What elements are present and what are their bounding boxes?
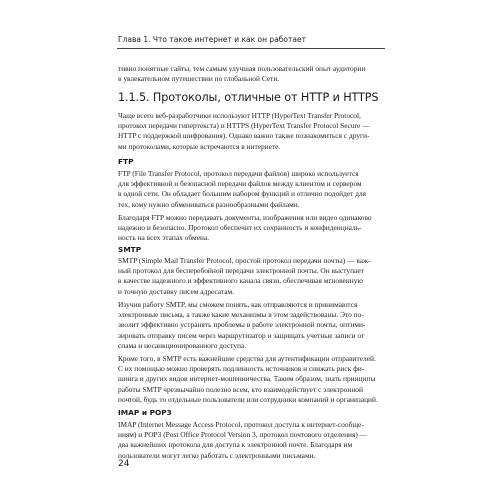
ftp-paragraph-2 (118, 213, 386, 244)
section-intro-paragraph (118, 111, 386, 152)
text-line: работы SMTP чрезвычайно полезно всем, кто взаимодействует с электронной (118, 384, 363, 394)
running-head: Глава 1. Что такое интернет и как он работает (118, 35, 306, 44)
text-line: С их помощью можно проверять подлинность источников и снижать риск фи- (118, 364, 365, 374)
intro-paragraph (118, 64, 386, 84)
text-line: IMAP (Internet Message Access Protocol, протокол доступа к интернет-сообще- (118, 420, 364, 429)
section-heading: 1.1.5. Протоколы, отличные от HTTP и HTTPS (118, 91, 379, 104)
text-line: почтой, будь то отдельные пользователи или сотрудники компаний и организаций. (118, 394, 378, 404)
text-line: тех, кому нужно обмениваться разнообразными файлами. (118, 199, 300, 209)
text-line: Кроме того, в SMTP есть важнейшие средства для аутентификации отправителей. (118, 354, 376, 363)
page-number: 24 (118, 459, 130, 469)
text-line: Изучив работу SMTP, мы сможем понять, как отправляются и принимаются (118, 300, 358, 309)
text-line: ниям) и POP3 (Post Office Protocol Version 3, протокол почтового отделения) — (118, 430, 368, 440)
text-line: спама и несанкционированного доступа. (118, 340, 247, 350)
text-line: электронные письма, а также какие механизмы в этом задействованы. Это по- (118, 310, 364, 320)
imap-pop3-heading: IMAP и POP3 (118, 408, 172, 417)
text-line: надежно и безопасно. Протокол обеспечит их сохранность и конфиденциаль- (118, 223, 362, 233)
text-line: ми протоколами, которые встречаются в интернете. (118, 141, 281, 151)
smtp-paragraph-1 (118, 256, 386, 297)
imap-pop3-paragraph (118, 420, 386, 461)
text-line: FTP (File Transfer Protocol, протокол передачи файлов) широко используется (118, 169, 359, 178)
text-line: и точную доставку писем адресатам. (118, 286, 235, 296)
text-line: в одной сети. Он обладает большим набором функций и отлично подойдет для (118, 189, 367, 199)
text-line: в увлекательном путешествии по глобальной Сети. (118, 74, 280, 84)
text-line: протокол передачи гипертекста) и HTTPS (HyperText Transfer Protocol Secure — (118, 121, 370, 131)
text-line: Чаще всего веб-разработчики используют HTTP (HyperText Transfer Protocol, (118, 111, 361, 120)
text-line: для эффективной и безопасной передачи файлов между клиентом и сервером (118, 179, 362, 189)
text-line: зировать отправку писем через маршрутизатор и защищать учетные записи от (118, 330, 365, 340)
smtp-heading: SMTP (118, 245, 142, 254)
ftp-heading: FTP (118, 157, 134, 166)
smtp-paragraph-2 (118, 300, 386, 351)
smtp-paragraph-3 (118, 354, 386, 405)
text-line: SMTP (Simple Mail Transfer Protocol, простой протокол передачи почты) — важ- (118, 256, 371, 265)
text-line: в качестве надежного и эффективного канала связи, обеспечивая мгновенную (118, 276, 363, 286)
ftp-paragraph-1 (118, 169, 386, 210)
text-line: тивно понятные сайты, тем самым улучшая пользовательский опыт аудитории (118, 64, 366, 73)
text-line: HTTP с поддержкой шифрования). Однако важно также познакомиться с други- (118, 131, 370, 141)
text-line: ность на всех этапах обмена. (118, 233, 210, 243)
text-line: два важнейших протокола для доступа к электронной почте. Благодаря им (118, 440, 353, 450)
text-line: Благодаря FTP можно передавать документы, изображения или видео одинаково (118, 213, 372, 222)
text-line: шинга и других видов интернет-мошенничества. Таким образом, знать принципы (118, 374, 376, 384)
text-line: ный протокол для бесперебойной передачи электронной почты. Он выступает (118, 266, 364, 276)
text-line: пользователи могут легко работать с электронными письмами. (118, 450, 316, 460)
header-rule (117, 48, 385, 49)
text-line: зволит эффективно устранять проблемы в работе электронной почты, оптими- (118, 320, 366, 330)
